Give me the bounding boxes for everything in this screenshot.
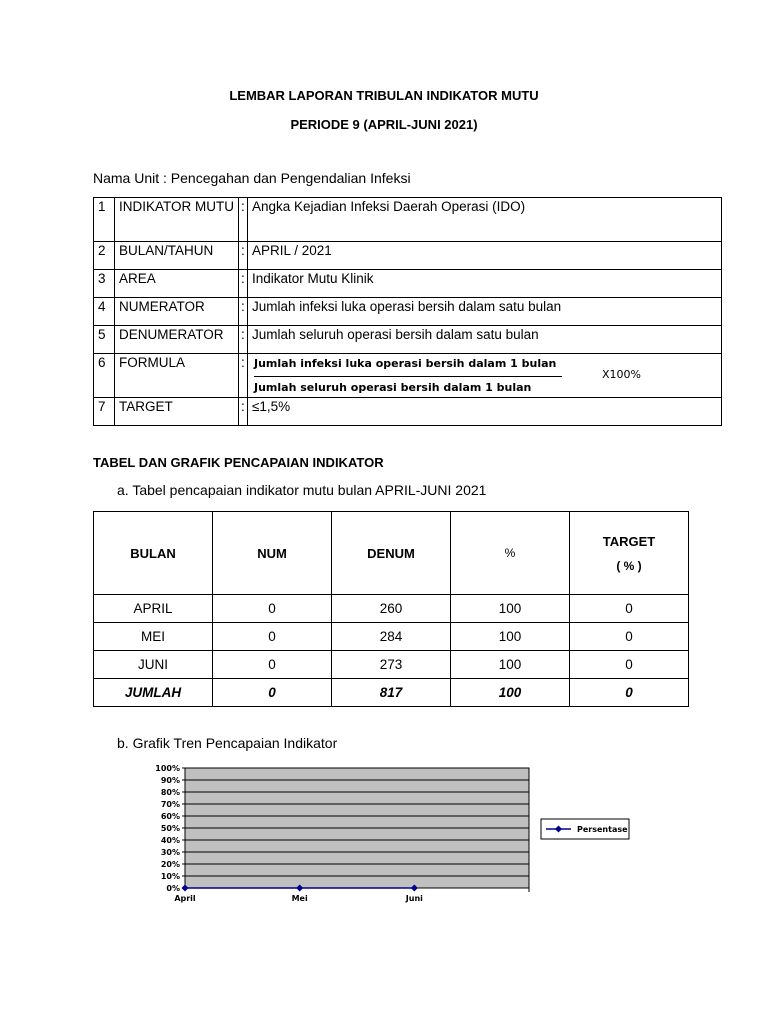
info-colon: :: [239, 198, 248, 242]
info-colon: :: [239, 326, 248, 354]
y-tick-label: 10%: [160, 872, 180, 881]
x-tick-label: April: [174, 894, 196, 903]
cell: 0: [213, 679, 332, 707]
info-no: 6: [94, 354, 115, 398]
y-tick-label: 40%: [160, 836, 180, 845]
cell: 817: [332, 679, 451, 707]
table-row: [94, 623, 689, 651]
cell: 0: [570, 623, 689, 651]
info-row: [94, 270, 722, 298]
info-row: [94, 298, 722, 326]
cell: 100: [451, 595, 570, 623]
subsection-a: a. Tabel pencapaian indikator mutu bulan APRIL-JUNI 2021: [117, 482, 487, 498]
info-no: 3: [94, 270, 115, 298]
col-num: NUM: [213, 512, 332, 595]
y-tick-label: 0%: [166, 884, 180, 893]
info-colon: :: [239, 270, 248, 298]
table-total-row: [94, 679, 689, 707]
formula-numerator: Jumlah infeksi luka operasi bersih dalam 1 bulan: [254, 357, 557, 370]
cell: 0: [570, 651, 689, 679]
indicator-info-table: [93, 197, 722, 426]
info-value: APRIL / 2021: [248, 242, 722, 270]
cell: 100: [451, 651, 570, 679]
cell: 284: [332, 623, 451, 651]
formula-denominator: Jumlah seluruh operasi bersih dalam 1 bulan: [254, 381, 532, 394]
info-label: NUMERATOR: [115, 298, 239, 326]
info-row: [94, 198, 722, 242]
report-period: PERIODE 9 (APRIL-JUNI 2021): [290, 117, 478, 132]
info-no: 1: [94, 198, 115, 242]
report-title: LEMBAR LAPORAN TRIBULAN INDIKATOR MUTU: [229, 88, 539, 103]
x-tick-label: Juni: [405, 894, 423, 903]
y-tick-label: 80%: [160, 788, 180, 797]
legend-label: Persentase: [577, 825, 628, 834]
trend-chart: [140, 760, 640, 912]
col-target: [570, 512, 689, 595]
section-title: TABEL DAN GRAFIK PENCAPAIAN INDIKATOR: [93, 455, 384, 470]
info-value: ≤1,5%: [248, 398, 722, 426]
info-value: Jumlah seluruh operasi bersih dalam satu bulan: [248, 326, 722, 354]
cell: 0: [213, 623, 332, 651]
info-colon: :: [239, 242, 248, 270]
info-label: AREA: [115, 270, 239, 298]
info-label: INDIKATOR MUTU: [115, 198, 239, 242]
fraction-line: [254, 376, 562, 377]
achievement-table: [93, 511, 689, 707]
cell: APRIL: [94, 595, 213, 623]
table-header-row: [94, 512, 689, 595]
info-value: Angka Kejadian Infeksi Daerah Operasi (IDO): [248, 198, 722, 242]
info-label: FORMULA: [115, 354, 239, 398]
info-no: 4: [94, 298, 115, 326]
formula-cell: [248, 354, 722, 398]
cell: 0: [213, 651, 332, 679]
col-target-label: TARGET: [602, 533, 656, 549]
info-row: [94, 354, 722, 398]
info-value: Jumlah infeksi luka operasi bersih dalam satu bulan: [248, 298, 722, 326]
info-no: 5: [94, 326, 115, 354]
cell: MEI: [94, 623, 213, 651]
y-tick-label: 100%: [155, 764, 180, 773]
unit-name: Nama Unit : Pencegahan dan Pengendalian Infeksi: [93, 170, 411, 186]
info-no: 2: [94, 242, 115, 270]
info-row: [94, 326, 722, 354]
y-tick-label: 20%: [160, 860, 180, 869]
info-colon: :: [239, 398, 248, 426]
col-bulan: BULAN: [94, 512, 213, 595]
cell: 0: [570, 679, 689, 707]
table-row: [94, 651, 689, 679]
cell: 100: [451, 623, 570, 651]
formula: [252, 355, 717, 395]
col-percent-label: %: [504, 546, 516, 560]
y-tick-label: 70%: [160, 800, 180, 809]
y-tick-label: 30%: [160, 848, 180, 857]
info-no: 7: [94, 398, 115, 426]
col-percent: [451, 512, 570, 595]
y-tick-label: 90%: [160, 776, 180, 785]
cell: 260: [332, 595, 451, 623]
info-label: DENUMERATOR: [115, 326, 239, 354]
cell: 100: [451, 679, 570, 707]
info-colon: :: [239, 298, 248, 326]
y-tick-label: 60%: [160, 812, 180, 821]
formula-multiplier: X100%: [602, 368, 641, 381]
cell: 0: [213, 595, 332, 623]
x-tick-label: Mei: [291, 894, 308, 903]
cell: 0: [570, 595, 689, 623]
y-tick-label: 50%: [160, 824, 180, 833]
subsection-b: b. Grafik Tren Pencapaian Indikator: [117, 735, 338, 751]
col-target-unit: ( % ): [616, 558, 642, 573]
cell: JUNI: [94, 651, 213, 679]
info-colon: :: [239, 354, 248, 398]
info-row: [94, 242, 722, 270]
info-label: TARGET: [115, 398, 239, 426]
info-row: [94, 398, 722, 426]
cell: 273: [332, 651, 451, 679]
col-denum: DENUM: [332, 512, 451, 595]
table-row: [94, 595, 689, 623]
info-value: Indikator Mutu Klinik: [248, 270, 722, 298]
info-label: BULAN/TAHUN: [115, 242, 239, 270]
cell: JUMLAH: [94, 679, 213, 707]
